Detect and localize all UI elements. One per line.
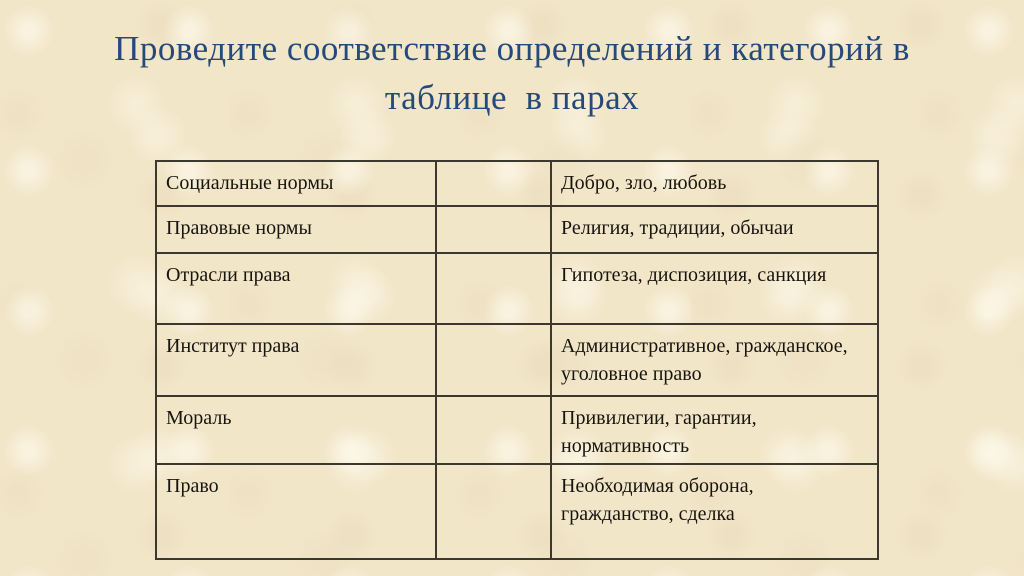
- answer-cell: [436, 206, 551, 253]
- answer-cell: [436, 464, 551, 559]
- definition-cell: Привилегии, гарантии, нормативность: [551, 396, 878, 464]
- answer-cell: [436, 396, 551, 464]
- definition-cell: Административное, гражданское, уголовное право: [551, 324, 878, 396]
- definition-cell: Гипотеза, диспозиция, санкция: [551, 253, 878, 324]
- category-cell: Право: [156, 464, 436, 559]
- category-cell: Мораль: [156, 396, 436, 464]
- table-row: [156, 464, 878, 559]
- category-cell: Социальные нормы: [156, 161, 436, 206]
- definition-cell: Необходимая оборона, гражданство, сделка: [551, 464, 878, 559]
- table-row: [156, 324, 878, 396]
- category-cell: Институт права: [156, 324, 436, 396]
- table-row: [156, 396, 878, 464]
- answer-cell: [436, 253, 551, 324]
- table-row: [156, 206, 878, 253]
- category-cell: Отрасли права: [156, 253, 436, 324]
- table-row: [156, 253, 878, 324]
- category-cell: Правовые нормы: [156, 206, 436, 253]
- slide-title: [0, 24, 1024, 122]
- table-row: [156, 161, 878, 206]
- slide-title-line-1: Проведите соответствие определений и категорий в: [114, 29, 910, 68]
- matching-table: [155, 160, 879, 560]
- definition-cell: Добро, зло, любовь: [551, 161, 878, 206]
- answer-cell: [436, 324, 551, 396]
- answer-cell: [436, 161, 551, 206]
- definition-cell: Религия, традиции, обычаи: [551, 206, 878, 253]
- slide-title-line-2: таблице в парах: [384, 78, 640, 117]
